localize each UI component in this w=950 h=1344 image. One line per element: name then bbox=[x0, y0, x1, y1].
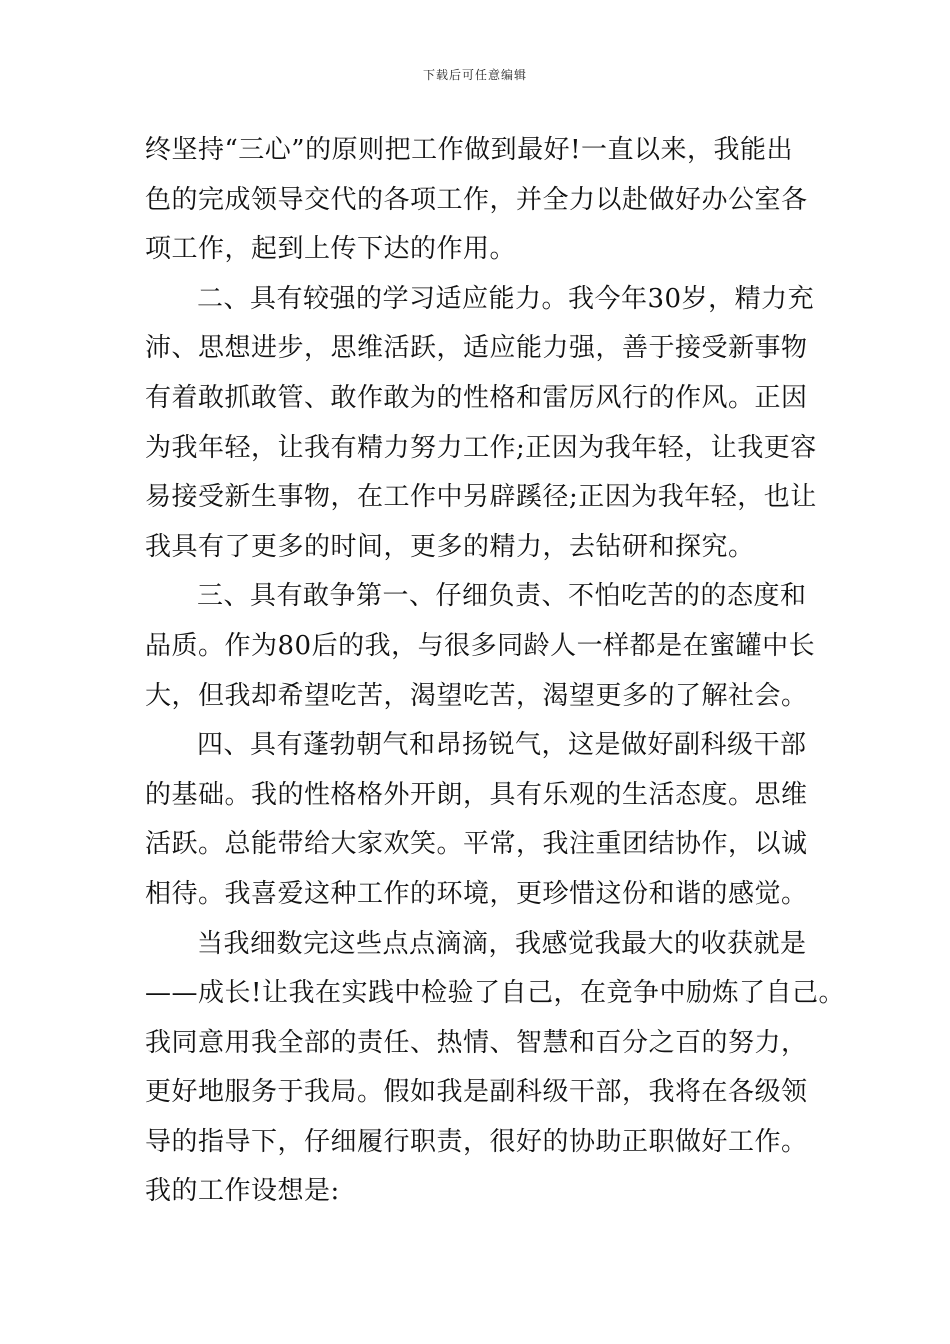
text-line: 项工作，起到上传下达的作用。 bbox=[145, 234, 517, 265]
paragraph-start-line: 三、具有敢争第一、仔细负责、不怕吃苦的的态度和 bbox=[197, 581, 807, 612]
header-note: 下载后可任意编辑 bbox=[422, 68, 527, 82]
text-line: 易接受新生事物，在工作中另辟蹊径;正因为我年轻，也让 bbox=[145, 482, 817, 513]
text-line: 终坚持“三心”的原则把工作做到最好!一直以来，我能出 bbox=[145, 135, 794, 165]
text-line: 大，但我却希望吃苦，渴望吃苦，渴望更多的了解社会。 bbox=[145, 680, 808, 711]
text-line: 沛、思想进步，思维活跃，适应能力强，善于接受新事物 bbox=[145, 333, 808, 364]
text-line: 活跃。总能带给大家欢笑。平常，我注重团结协作，以诚 bbox=[145, 829, 808, 860]
text-line: 为我年轻，让我有精力努力工作;正因为我年轻，让我更容 bbox=[145, 432, 817, 463]
paragraph-start-line: 四、具有蓬勃朝气和昂扬锐气，这是做好副科级干部 bbox=[197, 730, 807, 761]
text-line: 我的工作设想是: bbox=[145, 1176, 340, 1207]
text-line: 品质。作为80后的我，与很多同龄人一样都是在蜜罐中长 bbox=[145, 630, 816, 661]
text-line: 更好地服务于我局。假如我是副科级干部，我将在各级领 bbox=[145, 1077, 808, 1108]
text-line: 相待。我喜爱这种工作的环境，更珍惜这份和谐的感觉。 bbox=[145, 878, 808, 909]
text-line: 导的指导下，仔细履行职责，很好的协助正职做好工作。 bbox=[145, 1126, 808, 1157]
text-line: 有着敢抓敢管、敢作敢为的性格和雷厉风行的作风。正因 bbox=[145, 382, 808, 413]
text-line: 我同意用我全部的责任、热情、智慧和百分之百的努力， bbox=[145, 1027, 808, 1058]
paragraph-start-line: 二、具有较强的学习适应能力。我今年30岁，精力充 bbox=[197, 283, 815, 314]
text-line: 色的完成领导交代的各项工作，并全力以赴做好办公室各 bbox=[145, 184, 808, 215]
text-line: 我具有了更多的时间，更多的精力，去钻研和探究。 bbox=[145, 531, 755, 562]
paragraph-start-line: 当我细数完这些点点滴滴，我感觉我最大的收获就是 bbox=[197, 928, 807, 959]
text-line: 的基础。我的性格格外开朗，具有乐观的生活态度。思维 bbox=[145, 779, 808, 810]
body-text bbox=[145, 126, 845, 1217]
text-line: ——成长!让我在实践中检验了自己，在竞争中励炼了自己。 bbox=[145, 978, 845, 1009]
